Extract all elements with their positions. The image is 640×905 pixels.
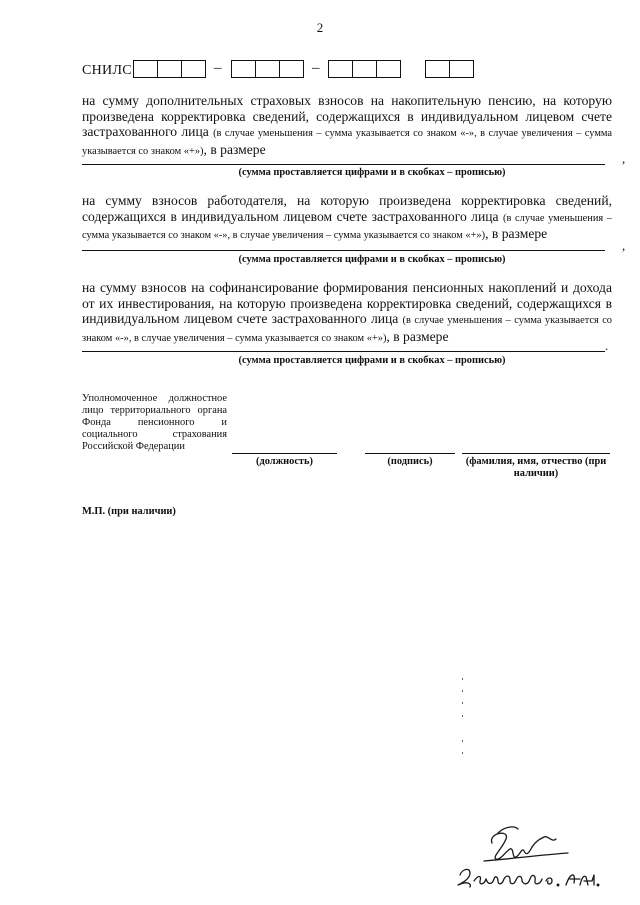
signature-line[interactable] <box>365 453 455 454</box>
handwritten-signature <box>440 825 610 905</box>
snils-label: СНИЛС <box>82 63 132 78</box>
section-3-note: (в случае уменьшения – сумма указывается со знаком «-», в случае увеличения – сумма указывается со знаком «+») <box>82 315 612 344</box>
official-line: лицо территориального органа <box>82 405 227 416</box>
snils-dash: – <box>214 60 222 76</box>
section-2-text <box>82 193 612 244</box>
signature-caption: (подпись) <box>387 456 433 467</box>
scan-mark <box>462 678 463 680</box>
section-3-text <box>82 280 612 346</box>
official-line: Уполномоченное должностное <box>82 393 227 404</box>
section-2-main: на сумму взносов работодателя, на которую произведена корректировка сведений, содержащихся в индивидуальном лицевом счете застрахованного лица <box>82 193 612 224</box>
official-line: Фонда пенсионного и <box>82 417 227 428</box>
section-2-amount-line[interactable] <box>82 250 605 251</box>
official-line: Российской Федерации <box>82 441 185 452</box>
snils-digit-cell[interactable] <box>231 60 256 78</box>
scan-mark <box>462 740 463 742</box>
section-1-text <box>82 93 612 159</box>
snils-digit-cell[interactable] <box>157 60 182 78</box>
position-caption: (должность) <box>256 456 313 467</box>
snils-digit-cell[interactable] <box>133 60 158 78</box>
page-number: 2 <box>316 20 324 35</box>
full-name-caption: (фамилия, имя, отчество (при наличии) <box>465 456 607 479</box>
section-1-amount-line[interactable] <box>82 164 605 165</box>
snils-digit-cell[interactable] <box>425 60 450 78</box>
section-2-caption: (сумма проставляется цифрами и в скобках – прописью) <box>238 254 506 265</box>
section-1-trailing-mark: , <box>622 151 626 166</box>
scan-mark <box>462 702 463 704</box>
official-title <box>82 393 227 453</box>
official-line: социального страхования <box>82 429 227 440</box>
scan-mark <box>462 715 463 717</box>
section-3-tail: , в размере <box>386 328 449 344</box>
section-3-main: на сумму взносов на софинансирование формирования пенсионных накоплений и дохода от их инвестирования, на которую произведена корректировка сведений, содержащихся в индивидуальном лицевом счете застрахованного лица <box>82 280 612 326</box>
signature-icon <box>440 825 610 900</box>
stamp-label: М.П. (при наличии) <box>82 506 176 517</box>
section-2-tail: , в размере <box>485 226 548 241</box>
section-1-caption: (сумма проставляется цифрами и в скобках – прописью) <box>238 167 506 178</box>
section-1-note: (в случае уменьшения – сумма указывается со знаком «-», в случае увеличения – сумма указывается со знаком «+») <box>82 128 613 157</box>
section-3-amount-line[interactable] <box>82 351 605 352</box>
section-2-trailing-mark: , <box>622 238 626 253</box>
snils-digit-cell[interactable] <box>328 60 353 78</box>
scan-mark <box>462 752 463 754</box>
section-3-caption: (сумма проставляется цифрами и в скобках – прописью) <box>238 355 506 366</box>
snils-digit-cell[interactable] <box>376 60 401 78</box>
section-3-trailing-mark: . <box>605 338 609 353</box>
snils-dash: – <box>312 60 320 76</box>
full-name-line[interactable] <box>462 453 610 454</box>
section-2-note: (в случае уменьшения – сумма указывается со знаком «-», в случае увеличения – сумма указывается со знаком «+») <box>82 212 613 241</box>
snils-digit-cell[interactable] <box>255 60 280 78</box>
snils-digit-cell[interactable] <box>181 60 206 78</box>
scan-mark <box>462 690 463 692</box>
snils-digit-cell[interactable] <box>449 60 474 78</box>
position-line[interactable] <box>232 453 337 454</box>
snils-digit-cell[interactable] <box>279 60 304 78</box>
section-1-main: на сумму дополнительных страховых взносов на накопительную пенсию, на которую произведена корректировка сведений, содержащихся в индивидуальном лицевом счете застрахованного лица <box>82 93 612 139</box>
snils-digit-cell[interactable] <box>352 60 377 78</box>
section-1-tail: , в размере <box>203 141 266 157</box>
